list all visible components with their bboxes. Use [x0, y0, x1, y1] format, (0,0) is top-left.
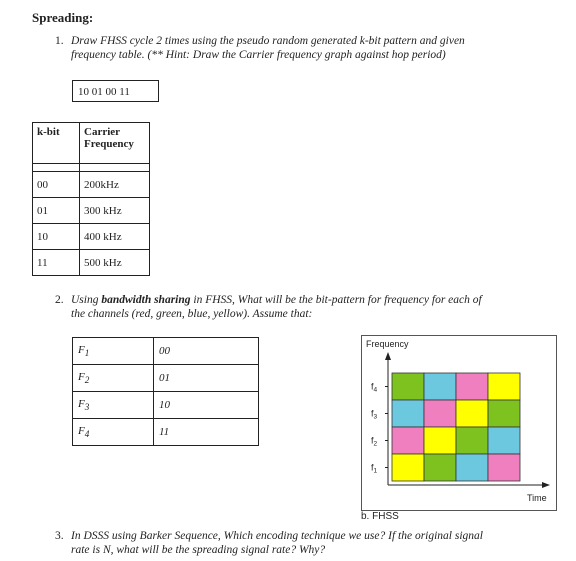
- kbit-cell: 00: [33, 172, 80, 198]
- kbit-cell: 11: [33, 250, 80, 276]
- diagram-caption: b. FHSS: [361, 511, 399, 522]
- question-3-line1: In DSSS using Barker Sequence, Which encoding technique we use? If the original signal: [71, 530, 483, 542]
- hop-cell-blue: [392, 400, 424, 427]
- hop-cell-green: [424, 454, 456, 481]
- question-2-line1: Using bandwidth sharing in FHSS, What will be the bit-pattern for frequency for each of: [71, 294, 482, 306]
- kbit-cell: 10: [33, 224, 80, 250]
- bits-cell: 00: [154, 338, 259, 365]
- carrier-header-line1: Carrier: [84, 126, 121, 138]
- hop-cell-pink: [488, 454, 520, 481]
- table-row: [73, 392, 259, 419]
- hop-cell-blue: [456, 454, 488, 481]
- bits-cell: 10: [154, 392, 259, 419]
- section-heading: Spreading:: [32, 10, 94, 25]
- question-2-line2: the channels (red, green, blue, yellow). Assume that:: [71, 308, 313, 320]
- hop-cell-blue: [424, 373, 456, 400]
- kbit-header: k-bit: [33, 123, 80, 164]
- frequency-cell: 500 kHz: [80, 250, 150, 276]
- question-3-number: 3.: [55, 530, 64, 542]
- frequency-bits-table: [72, 337, 259, 446]
- time-axis-label: Time: [527, 493, 547, 503]
- frequency-axis-label: Frequency: [366, 339, 409, 349]
- frequency-hop-grid: [392, 373, 520, 481]
- fhss-diagram: [361, 335, 557, 511]
- hop-cell-pink: [424, 400, 456, 427]
- table-row: [73, 338, 259, 365]
- frequency-level-label: $f_2$: [371, 435, 378, 448]
- table-header-row: [33, 123, 150, 164]
- bit-pattern-box: 10 01 00 11: [72, 80, 159, 102]
- frequency-cell: 200kHz: [80, 172, 150, 198]
- hop-cell-green: [456, 427, 488, 454]
- question-1-number: 1.: [55, 35, 64, 47]
- hop-cell-green: [392, 373, 424, 400]
- carrier-frequency-header: [80, 123, 150, 164]
- table-row: [33, 172, 150, 198]
- hop-cell-yellow: [424, 427, 456, 454]
- frequency-level-label: $f_1$: [371, 462, 378, 475]
- bandwidth-sharing-term: bandwidth sharing: [101, 294, 191, 306]
- question-3: [55, 529, 570, 559]
- hop-cell-pink: [456, 373, 488, 400]
- question-1-line1: Draw FHSS cycle 2 times using the pseudo random generated k-bit pattern and given: [71, 35, 465, 47]
- frequency-label-cell: $F_3$: [73, 392, 154, 419]
- hop-cell-yellow: [488, 373, 520, 400]
- kbit-frequency-table: [32, 122, 150, 276]
- frequency-cell: 400 kHz: [80, 224, 150, 250]
- table-row: [33, 198, 150, 224]
- question-2-number: 2.: [55, 294, 64, 306]
- table-row: [33, 250, 150, 276]
- table-row: [73, 419, 259, 446]
- carrier-header-line2: Frequency: [84, 138, 134, 150]
- table-spacer-row: [33, 164, 150, 172]
- question-1: [55, 34, 565, 64]
- kbit-cell: 01: [33, 198, 80, 224]
- hop-cell-green: [488, 400, 520, 427]
- table-row: [73, 365, 259, 392]
- hop-cell-blue: [488, 427, 520, 454]
- hop-cell-yellow: [392, 454, 424, 481]
- frequency-label-cell: $F_2$: [73, 365, 154, 392]
- frequency-cell: 300 kHz: [80, 198, 150, 224]
- frequency-level-label: $f_3$: [371, 408, 378, 421]
- bits-cell: 01: [154, 365, 259, 392]
- frequency-label-cell: $F_1$: [73, 338, 154, 365]
- hop-cell-pink: [392, 427, 424, 454]
- frequency-label-cell: $F_4$: [73, 419, 154, 446]
- question-3-line2: rate is N, what will be the spreading signal rate? Why?: [71, 544, 326, 556]
- bits-cell: 11: [154, 419, 259, 446]
- hop-cell-yellow: [456, 400, 488, 427]
- question-1-line2: frequency table. (** Hint: Draw the Carrier frequency graph against hop period): [71, 49, 446, 61]
- frequency-level-label: $f_4$: [371, 381, 378, 394]
- question-2: [55, 293, 565, 323]
- table-row: [33, 224, 150, 250]
